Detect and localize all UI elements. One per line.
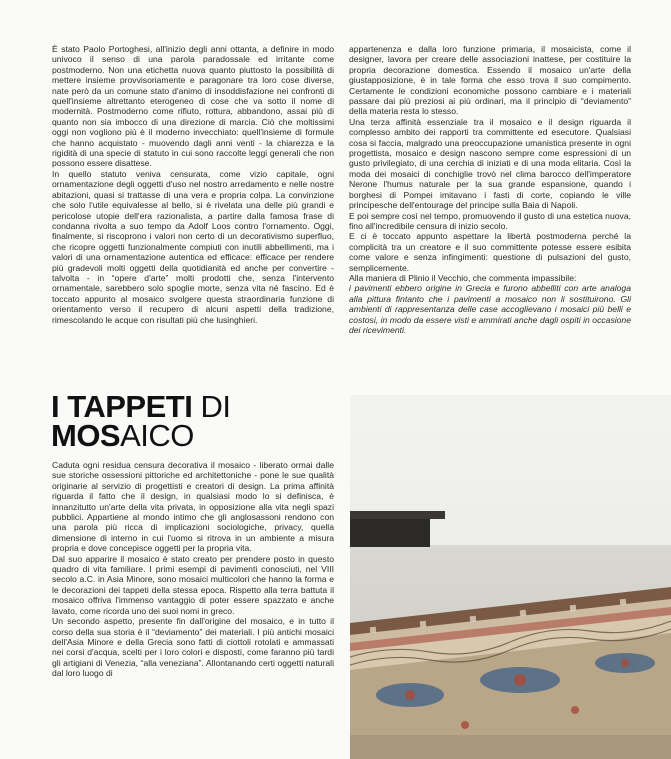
- mosaic-rug-photo: [350, 395, 671, 759]
- furniture-shadow: [350, 517, 430, 547]
- paragraph: appartenenza e dalla loro funzione primaria, il mosaicista, come il designer, lavora per creare delle associazioni inattese, per costituire la propria decorazione domestica. Essendo il mosaico un'arte della giustapposizione, è in tale forma che esso trova il suo compimento. Certamente le condizioni economiche possono cambiare e i materiali passare dai più preziosi ai più ordinari, ma il principio di “deviamento” della materia resta lo stesso.: [349, 44, 631, 117]
- paragraph: Caduta ogni residua censura decorativa il mosaico - liberato ormai dalle sue storiche ossessioni pittoriche ed architettoniche - pone le sue qualità originarie al servizio di progettisti e creatori di design. La prima affinità riguarda il fatto che il design, in qualsiasi modo lo si definisca, è innanzitutto un'arte della vita privata, in opposizione alla vita negli spazi pubblici. Appartiene al mondo intimo che gli anglosassoni rendono con una parola più ricca di implicazioni sociologiche, privacy, quella dimensione di interno in cui l'uomo si ritrova in un ambiente a misura propria e dove concepisce oggetti per la propria vita.: [52, 460, 334, 554]
- paragraph: In quello statuto veniva censurata, come vizio capitale, ogni ornamentazione degli oggetti d'uso nel nostro arredamento e nelle nostre abitazioni, quasi si trattasse di una vera e propria colpa. La convinzione che solo l'utile equivalesse al bello, si è rivelata una delle più grandi e pericolose utopie dell'era razionalista, a partire dalla famosa frase di condanna rivolta a suo tempo da Adolf Loos contro l'ornamento. Oggi, finalmente, si riscoprono i valori non certo di un decorativismo superfluo, che ricopre oggetti funzionalmente compiuti con inutili abbellimenti, ma i valori di una ornamentazione autentica ed efficace: efficace per rendere più gradevoli molti oggetti della quotidianità ed anche per convertire - talvolta - in “opere d'arte” molti prodotti che, senza l'intervento ornamentale, sarebbero solo spoglie morte, senza vita né fascino. Ed è toccato appunto al mosaico svolgere questa straordinaria funzione di orientamento verso il recupero di alcuni aspetti della tradizione, rimescolando le acque con risultati più che lusinghieri.: [52, 168, 334, 325]
- article-column-left-top: [52, 44, 334, 325]
- article-column-right-top: [349, 44, 631, 335]
- article-column-left-bottom: [52, 460, 334, 679]
- pliny-quote: i pavimenti ebbero origine in Grecia e furono abbelliti con arte analoga alla pittura fintanto che i pavimenti a mosaico non li sostituirono. Gli ambienti di rappresentanza delle case accoglievano i mosaici più belli e costosi, in modo da essere visti e ammirati anche dagli ospiti in occasione dei ricevimenti.: [349, 283, 631, 335]
- paragraph: Alla maniera di Plinio il Vecchio, che commenta impassibile:: [349, 272, 577, 283]
- section-headline: [51, 389, 351, 453]
- headline-line2-light: AICO: [120, 418, 194, 453]
- paragraph: E ci è toccato appunto aspettare la libertà postmoderna perché la complicità tra un creatore e il suo committente potesse essere esibita come valore e senza infingimenti: questione di pulsazioni del gusto, semplicemente.: [349, 231, 631, 273]
- paragraph: Dal suo apparire il mosaico è stato creato per prendere posto in questo quadro di vita familiare. I primi esempi di pavimenti conosciuti, nel VIII secolo a.C. in Asia Minore, sono mosaici multicolori che hanno la forma e le decorazioni dei tappeti della stessa epoca. Rispetto alla terra battuta il mosaico offriva l'immenso vantaggio di poter essere spazzato e anche lavato, come ricorda uno dei suoi nomi in greco.: [52, 553, 334, 616]
- headline-line1-light: DI: [192, 389, 231, 424]
- paragraph: È stato Paolo Portoghesi, all'inizio degli anni ottanta, a definire in modo univoco il senso di una parola paradossale ed irritante come postmoderno. Non una etichetta nuova quanto piuttosto la possibilità di mettere insieme provvisoriamente e paragonare tra loro cose diverse, nate però da un comune stato d'animo di insoddisfazione nei confronti di quell'insieme altrettanto eterogeneo di cose che va sotto il nome di modernità. Postmoderno come rifiuto, rottura, abbandono, assai più di quanto non sia imbocco di una direzione di marcia. Ciò che moltissimi oggi non vogliono più è il moderno invecchiato: quell'insieme di formule che hanno acquistato - muovendo dagli anni venti - la chiarezza e la rigidità di una specie di statuto in cui sono raccolte leggi generali che non possono essere disattese.: [52, 44, 334, 169]
- paragraph: Una terza affinità essenziale tra il mosaico e il design riguarda il complesso ambito dei rapporti tra committente ed esecutore. Qualsiasi cosa si faccia, malgrado una preoccupazione umanistica presente in ogni progettista, mosaico e design nascono sempre come espressioni di un gusto privilegiato, di una cerchia di iniziati e di una moda elitaria. Così la moda dei mosaici di conchiglie trovò nel clima barocco dell'imperatore Nerone l'humus naturale per la sua grande espansione, quando i borghesi di Pompei imitavano i fasti di corte, copiando le ville principesche dell'entourage del principe sulla Baia di Napoli.: [349, 116, 631, 211]
- paragraph: E poi sempre così nel tempo, promuovendo il gusto di una estetica nuova, fino all'incredibile censura di inizio secolo.: [349, 210, 631, 231]
- mosaic-rug-illustration: [350, 395, 671, 759]
- paragraph: Un secondo aspetto, presente fin dall'origine del mosaico, e in tutto il corso della sua storia è il “deviamento” dei materiali. I più antichi mosaici dell'Asia Minore e della Grecia sono fatti di ciottoli rotolati e ammassati nei corsi d'acqua, scelti per i loro colori e disposti, come faranno più tardi gli artigiani di Venezia, “alla veneziana”. Allontanando certi oggetti naturali dal loro luogo di: [52, 616, 334, 679]
- headline-line2-bold: MOS: [51, 418, 121, 453]
- headline-line1-bold: I TAPPETI: [51, 389, 193, 424]
